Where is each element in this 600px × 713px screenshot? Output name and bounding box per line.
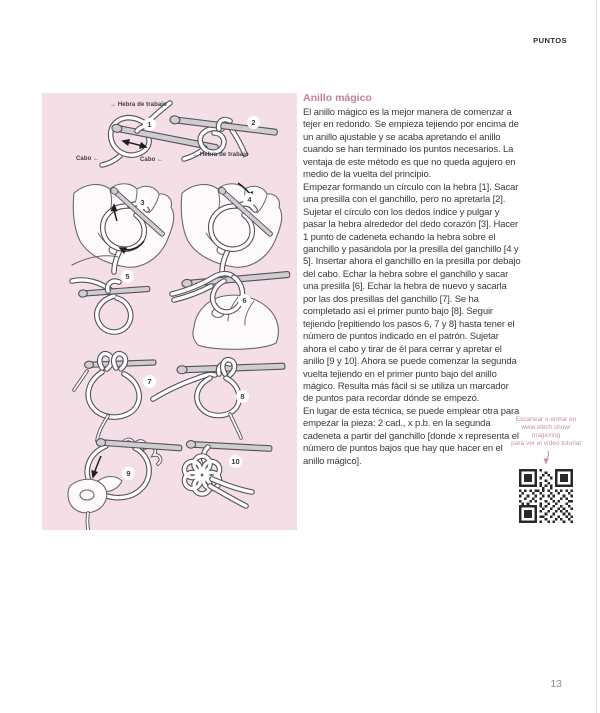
working-yarn-label: → Hebra de trabajo bbox=[110, 102, 167, 108]
article-paragraph: El anillo mágico es la mejor manera de comenzar a tejer en redondo. Se empieza tejiendo por encima de un anillo ajustable y se acaba apretando el anillo cuando se han terminado los puntos necesarios. La ventaja de este método es que no queda agujero en medio de la vuelta del principio. bbox=[303, 107, 519, 181]
article-paragraph: Empezar formando un círculo con la hebra [1]. Sacar una presilla con el ganchillo, pero no apretarla [2]. Sujetar el círculo con los dedos índice y pulgar y pasar la hebra alrededor del dedo corazón [3]. Hacer 1 punto de cadeneta echando la hebra sobre el ganchillo y pasándola por la presilla del ganchillo [4 y 5]. Insertar ahora el ganchillo en la presilla por debajo del cabo. Echar la hebra sobre el ganchillo y sacar una presilla [6]. Echar la hebra de nuevo y sacarla por las dos presillas del ganchillo [7]. Se ha completado así el primer punto bajo [8]. Seguir tejiendo [repitiendo los pasos 6, 7 y 8] hasta tener el número de puntos indicado en el patrón. Sujetar ahora el cabo y tirar de él para cerrar y apretar el anillo [9 y 10]. Ahora se puede comenzar la segunda vuelta tejiendo en el primer punto bajo del anillo mágico. Resulta más fácil si se utiliza un marcador de puntos para recordar dónde se empezó. bbox=[303, 181, 521, 405]
step-8-illustration bbox=[153, 360, 285, 438]
working-yarn-label: → Hebra de trabajo bbox=[192, 152, 249, 158]
qr-caption-line: para ver el vídeo tutorial bbox=[511, 440, 581, 447]
curved-down-arrow-icon bbox=[536, 450, 556, 466]
step-number-badge: 9 bbox=[122, 467, 135, 480]
illustration-panel bbox=[42, 93, 297, 530]
step-number-badge: 7 bbox=[143, 375, 156, 388]
step-number-badge: 3 bbox=[136, 196, 149, 209]
step-number-badge: 10 bbox=[229, 455, 242, 468]
step-number-badge: 5 bbox=[121, 270, 134, 283]
page-header-label: PUNTOS bbox=[533, 36, 567, 45]
step-4-illustration bbox=[181, 183, 281, 272]
step-9-illustration bbox=[68, 438, 182, 530]
qr-block bbox=[499, 416, 593, 523]
qr-code bbox=[519, 469, 573, 523]
article-title: Anillo mágico bbox=[303, 92, 372, 104]
step-number-badge: 8 bbox=[236, 390, 249, 403]
article-paragraph: En lugar de esta técnica, se puede emplear otra para empezar la pieza: 2 cad., x p.b. en la segunda cadeneta a partir del ganchillo [donde x representa el número de puntos bajos que hay que hacer en el anillo mágico]. bbox=[303, 405, 520, 467]
page-number: 13 bbox=[550, 678, 562, 690]
qr-caption-line: Escanear o entrar en bbox=[515, 416, 577, 423]
step-number-badge: 2 bbox=[247, 116, 260, 129]
page-edge-line bbox=[596, 0, 597, 713]
tail-label: Cabo ← bbox=[76, 156, 100, 162]
qr-caption-line: magicring bbox=[531, 432, 561, 439]
article bbox=[303, 92, 521, 468]
step-10-illustration bbox=[182, 440, 273, 506]
tail-label: Cabo ← bbox=[140, 157, 164, 163]
qr-caption-line: www.stitch.show/ bbox=[521, 424, 571, 431]
step-6-illustration bbox=[172, 270, 290, 349]
step-7-illustration bbox=[74, 354, 156, 441]
step-number-badge: 4 bbox=[243, 193, 256, 206]
step-number-badge: 6 bbox=[238, 294, 251, 307]
step-number-badge: 1 bbox=[143, 118, 156, 131]
step-5-illustration bbox=[72, 256, 150, 332]
